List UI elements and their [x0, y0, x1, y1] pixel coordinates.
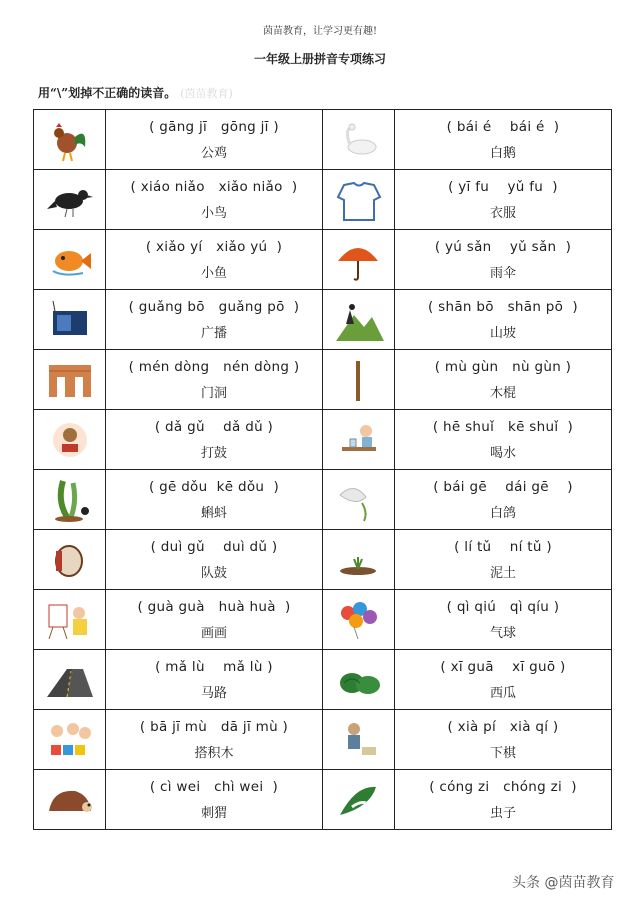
blocks-icon [43, 717, 97, 763]
chinese-word: 气球 [489, 625, 516, 641]
hedgehog-icon [43, 777, 97, 823]
picture-cell [323, 650, 395, 710]
answer-cell [106, 290, 323, 350]
answer-cell [395, 290, 612, 350]
chinese-word: 公鸡 [200, 145, 227, 161]
exercise-row [34, 710, 612, 770]
picture-cell [323, 170, 395, 230]
pinyin-options[interactable]: ( yī fu yǔ fu ) [448, 178, 558, 195]
bird-icon [43, 177, 97, 223]
balloon-icon [332, 597, 386, 643]
umbrella-icon [332, 237, 386, 283]
tadpole-icon [43, 477, 97, 523]
picture-cell [34, 650, 106, 710]
exercise-row [34, 470, 612, 530]
answer-cell [106, 170, 323, 230]
chinese-word: 刺猬 [200, 805, 227, 821]
answer-cell [395, 230, 612, 290]
picture-cell [34, 230, 106, 290]
stick-icon [332, 357, 386, 403]
picture-cell [323, 530, 395, 590]
chinese-word: 蝌蚪 [200, 505, 227, 521]
answer-cell [106, 650, 323, 710]
answer-cell [395, 710, 612, 770]
answer-cell [106, 590, 323, 650]
exercise-row [34, 650, 612, 710]
picture-cell [34, 530, 106, 590]
soil-icon [332, 537, 386, 583]
exercise-row [34, 590, 612, 650]
gate-icon [43, 357, 97, 403]
chinese-word: 泥土 [489, 565, 516, 581]
instruction-text: 用“\”划掉不正确的读音。 [38, 86, 177, 100]
pinyin-options[interactable]: ( duì gǔ duì dǔ ) [150, 538, 278, 555]
road-icon [43, 657, 97, 703]
chinese-word: 小鱼 [200, 265, 227, 281]
pinyin-options[interactable]: ( mǎ lù mǎ lù ) [155, 658, 273, 675]
answer-cell [106, 230, 323, 290]
shirt-icon [332, 177, 386, 223]
chinese-word: 雨伞 [489, 265, 516, 281]
dove-icon [332, 477, 386, 523]
pinyin-options[interactable]: ( bái gē dái gē ) [433, 478, 573, 495]
pinyin-options[interactable]: ( xiǎo yí xiǎo yú ) [145, 238, 283, 255]
answer-cell [106, 710, 323, 770]
exercise-table [33, 109, 612, 830]
pinyin-options[interactable]: ( bái é bái é ) [446, 118, 560, 135]
fish-icon [43, 237, 97, 283]
radio-icon [43, 297, 97, 343]
picture-cell [34, 470, 106, 530]
answer-cell [395, 410, 612, 470]
answer-cell [395, 350, 612, 410]
pinyin-options[interactable]: ( cóng zi chóng zi ) [429, 778, 577, 795]
answer-cell [106, 110, 323, 170]
exercise-row [34, 110, 612, 170]
chinese-word: 山坡 [489, 325, 516, 341]
exercise-row [34, 770, 612, 830]
chinese-word: 马路 [200, 685, 227, 701]
chinese-word: 西瓜 [489, 685, 516, 701]
answer-cell [395, 170, 612, 230]
chinese-word: 搭积木 [194, 745, 234, 761]
chess-icon [332, 717, 386, 763]
picture-cell [323, 710, 395, 770]
chinese-word: 小鸟 [200, 205, 227, 221]
exercise-row [34, 230, 612, 290]
chinese-word: 下棋 [489, 745, 516, 761]
picture-cell [34, 350, 106, 410]
picture-cell [323, 410, 395, 470]
pinyin-options[interactable]: ( yú sǎn yǔ sǎn ) [434, 238, 572, 255]
pinyin-options[interactable]: ( dǎ gǔ dǎ dǔ ) [154, 418, 274, 435]
chinese-word: 衣服 [489, 205, 516, 221]
chinese-word: 打鼓 [200, 445, 227, 461]
pinyin-options[interactable]: ( guà guà huà huà ) [137, 598, 291, 615]
picture-cell [34, 290, 106, 350]
watermark: (茵苗教育) [180, 87, 233, 100]
drum-icon [43, 537, 97, 583]
chinese-word: 喝水 [489, 445, 516, 461]
pinyin-options[interactable]: ( qì qiú qì qíu ) [446, 598, 560, 615]
pinyin-options[interactable]: ( xià pí xià qí ) [447, 718, 559, 735]
answer-cell [395, 470, 612, 530]
goose-icon [332, 117, 386, 163]
pinyin-options[interactable]: ( gē dǒu kē dǒu ) [148, 478, 280, 495]
chinese-word: 虫子 [489, 805, 516, 821]
picture-cell [34, 590, 106, 650]
answer-cell [106, 350, 323, 410]
instruction [38, 84, 233, 101]
pinyin-options[interactable]: ( guǎng bō guǎng pō ) [128, 298, 300, 315]
answer-cell [395, 530, 612, 590]
answer-cell [395, 650, 612, 710]
rooster-icon [43, 117, 97, 163]
pinyin-options[interactable]: ( mén dòng nén dòng ) [128, 358, 300, 375]
picture-cell [34, 410, 106, 470]
chinese-word: 画画 [200, 625, 227, 641]
pinyin-options[interactable]: ( cì wei chì wei ) [149, 778, 279, 795]
answer-cell [395, 770, 612, 830]
picture-cell [323, 350, 395, 410]
pinyin-options[interactable]: ( lí tǔ ní tǔ ) [454, 538, 552, 555]
worm-icon [332, 777, 386, 823]
page-title: 一年级上册拼音专项练习 [253, 52, 386, 66]
exercise-row [34, 530, 612, 590]
answer-cell [106, 410, 323, 470]
pinyin-options[interactable]: ( shān bō shān pō ) [428, 298, 578, 315]
chinese-word: 白鹅 [489, 145, 516, 161]
answer-cell [395, 590, 612, 650]
pinyin-options[interactable]: ( bā jī mù dā jī mù ) [139, 718, 289, 735]
footer-credit: 头条 @茵苗教育 [512, 875, 615, 891]
picture-cell [34, 170, 106, 230]
picture-cell [323, 470, 395, 530]
chinese-word: 白鸽 [489, 505, 516, 521]
picture-cell [34, 770, 106, 830]
chinese-word: 门洞 [200, 385, 227, 401]
pinyin-options[interactable]: ( gāng jī gōng jī ) [149, 118, 279, 135]
answer-cell [395, 110, 612, 170]
picture-cell [323, 230, 395, 290]
painting-icon [43, 597, 97, 643]
pinyin-options[interactable]: ( xiáo niǎo xiǎo niǎo ) [130, 178, 298, 195]
pinyin-options[interactable]: ( mù gùn nù gùn ) [434, 358, 572, 375]
picture-cell [34, 110, 106, 170]
answer-cell [106, 770, 323, 830]
exercise-row [34, 410, 612, 470]
chinese-word: 广播 [200, 325, 227, 341]
watermelon-icon [332, 657, 386, 703]
page-header: 茵苗教育，让学习更有趣! [262, 26, 378, 37]
answer-cell [106, 530, 323, 590]
exercise-row [34, 290, 612, 350]
picture-cell [323, 110, 395, 170]
exercise-row [34, 170, 612, 230]
picture-cell [323, 770, 395, 830]
pinyin-options[interactable]: ( xī guā xī guō ) [440, 658, 566, 675]
chinese-word: 木棍 [489, 385, 516, 401]
picture-cell [34, 710, 106, 770]
picture-cell [323, 590, 395, 650]
drinking-icon [332, 417, 386, 463]
answer-cell [106, 470, 323, 530]
hill-icon [332, 297, 386, 343]
exercise-row [34, 350, 612, 410]
chinese-word: 队鼓 [200, 565, 227, 581]
pinyin-options[interactable]: ( hē shuǐ kē shuǐ ) [432, 418, 574, 435]
drum-bear-icon [43, 417, 97, 463]
picture-cell [323, 290, 395, 350]
